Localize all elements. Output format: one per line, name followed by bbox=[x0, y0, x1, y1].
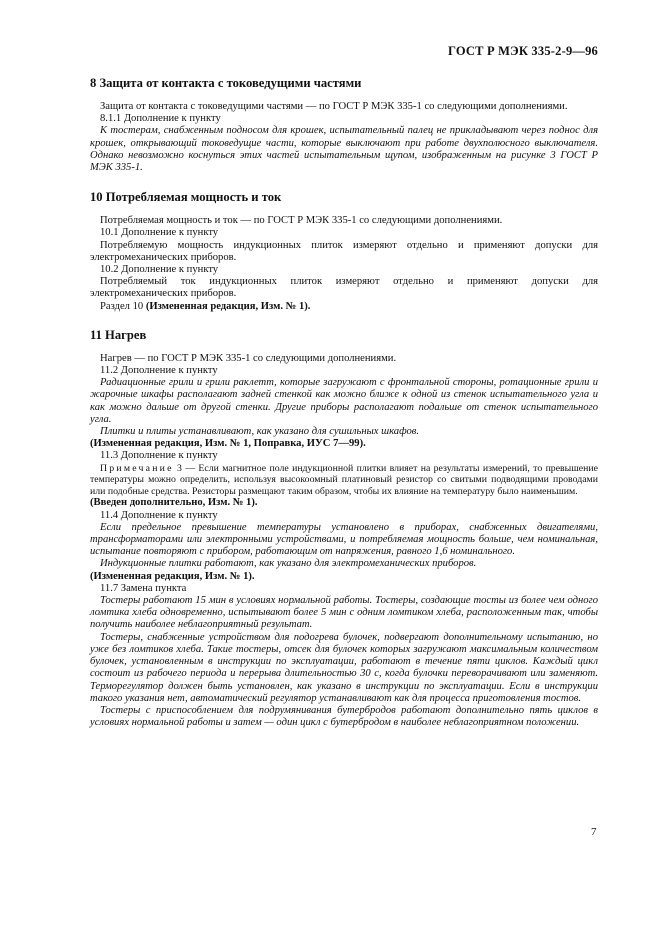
s11-paragraph-14: Тостеры, снабженные устройством для подогрева булочек, подвергают дополнительному испытанию, но уже без ломтиков хлеба. Такие тостеры, отсек для булочек которых загружают максимальным количеством булочек, установленным в инструкции по эксплуатации, работают в течение пяти циклов. Каждый цикл состоит из рабочего периода и перерыва длительностью 30 с, когда булочки переворачивают или заменяют. Терморегулятор должен быть установлен, как указано в инструкции по эксплуатации. Если в инструкции такого указания нет, автоматический регулятор устанавливают как для процесса приготовления тостов. bbox=[90, 631, 598, 704]
document-body bbox=[90, 76, 598, 729]
s11-paragraph-10: Индукционные плитки работают, как указано для электромеханических приборов. bbox=[100, 558, 477, 570]
document-header: ГОСТ Р МЭК 335-2-9—96 bbox=[447, 44, 598, 58]
page-number: 7 bbox=[591, 826, 597, 838]
note-text: 3 — Если магнитное поле индукционной плитки влияет на результаты измерений, то превышение температуры можно определить, используя высокоомный платиновый резистор со свитыми подводящими проводами или подобные средства. Резисторы размещают таким образом, чтобы их влияние на температуру было наименьшим. bbox=[90, 462, 598, 497]
s10-amendment: (Измененная редакция, Изм. № 1). bbox=[145, 300, 311, 312]
s11-amendment-1: (Измененная редакция, Изм. № 1, Поправка, ИУС 7—99). bbox=[90, 438, 366, 450]
s8-paragraph-2: 8.1.1 Дополнение к пункту bbox=[100, 113, 221, 125]
s11-paragraph-15: Тостеры с приспособлением для подрумянивания бутербродов работают дополнительно пять циклов в условиях нормальной работы и затем — один цикл с бутербродом в наиболее неблагоприятном положении. bbox=[90, 704, 598, 729]
s11-note bbox=[90, 463, 598, 498]
s11-paragraph-3: Радиационные грили и грили раклетт, которые загружают с фронтальной стороны, ротационные грили и жарочные шкафы располагают задней стенкой как можно ближе к одной из стенок испытательного угла и как можно дальше от другой стенки. Другие приборы располагают подальше от стенок испытательного угла. bbox=[90, 377, 598, 425]
s11-amendment-3: (Измененная редакция, Изм. № 1). bbox=[90, 570, 255, 582]
s10-paragraph-5: Потребляемый ток индукционных плиток измеряют отдельно и применяют допуски для электромеханических приборов. bbox=[90, 276, 598, 300]
s10-paragraph-3: Потребляемую мощность индукционных плиток измеряют отдельно и применяют допуски для электромеханических приборов. bbox=[90, 239, 598, 263]
s11-paragraph-13: Тостеры работают 15 мин в условиях нормальной работы. Тостеры, создающие тосты из более чем одного ломтика хлеба одновременно, испытывают более 5 мин с одним ломтиком хлеба, расположенным так, чтобы получить наиболее неблагоприятный результат. bbox=[90, 595, 598, 631]
section-10-title: 10 Потребляемая мощность и ток bbox=[90, 190, 282, 205]
s11-amendment-2: (Введен дополнительно, Изм. № 1). bbox=[90, 497, 258, 509]
s8-paragraph-3: К тостерам, снабженным подносом для крошек, испытательный палец не прикладывают через поднос для крошек, открывающий токоведущие части, которые выключают при работе двухполюсного выключателя. Однако невозможно коснуться этих частей испытательным щупом, изображенным на рисунке 3 ГОСТ Р МЭК 335-1. bbox=[90, 125, 598, 174]
note-label: Примечание bbox=[100, 462, 174, 474]
s11-paragraph-9: Если предельное превышение температуры установлено в приборах, снабженных двигателями, трансформаторами или электронными устройствами, и потребляемая мощность больше, чем номинальная, испытание повторяют с прибором, работающим от напряжения, равного 1,6 номинального. bbox=[90, 521, 598, 558]
s10-section-ref: Раздел 10 bbox=[100, 300, 146, 312]
s10-paragraph-1: Потребляемая мощность и ток — по ГОСТ Р МЭК 335-1 со следующими дополнениями. bbox=[100, 215, 503, 227]
s11-paragraph-6: 11.3 Дополнение к пункту bbox=[100, 450, 218, 462]
section-11-title: 11 Нагрев bbox=[90, 327, 147, 342]
section-8-title: 8 Защита от контакта с токоведущими частями bbox=[90, 76, 362, 90]
s10-paragraph-2: 10.1 Дополнение к пункту bbox=[100, 227, 219, 239]
s11-paragraph-12: 11.7 Замена пункта bbox=[100, 582, 187, 594]
s8-paragraph-1: Защита от контакта с токоведущими частями — по ГОСТ Р МЭК 335-1 со следующими дополнениями. bbox=[100, 101, 568, 112]
s11-paragraph-4: Плитки и плиты устанавливают, как указано для сушильных шкафов. bbox=[100, 426, 420, 438]
s10-paragraph-6 bbox=[90, 301, 598, 313]
s11-paragraph-1: Нагрев — по ГОСТ Р МЭК 335-1 со следующими дополнениями. bbox=[100, 352, 397, 364]
s11-paragraph-8: 11.4 Дополнение к пункту bbox=[100, 509, 218, 521]
s11-paragraph-2: 11.2 Дополнение к пункту bbox=[100, 365, 218, 377]
s10-paragraph-4: 10.2 Дополнение к пункту bbox=[100, 264, 219, 276]
